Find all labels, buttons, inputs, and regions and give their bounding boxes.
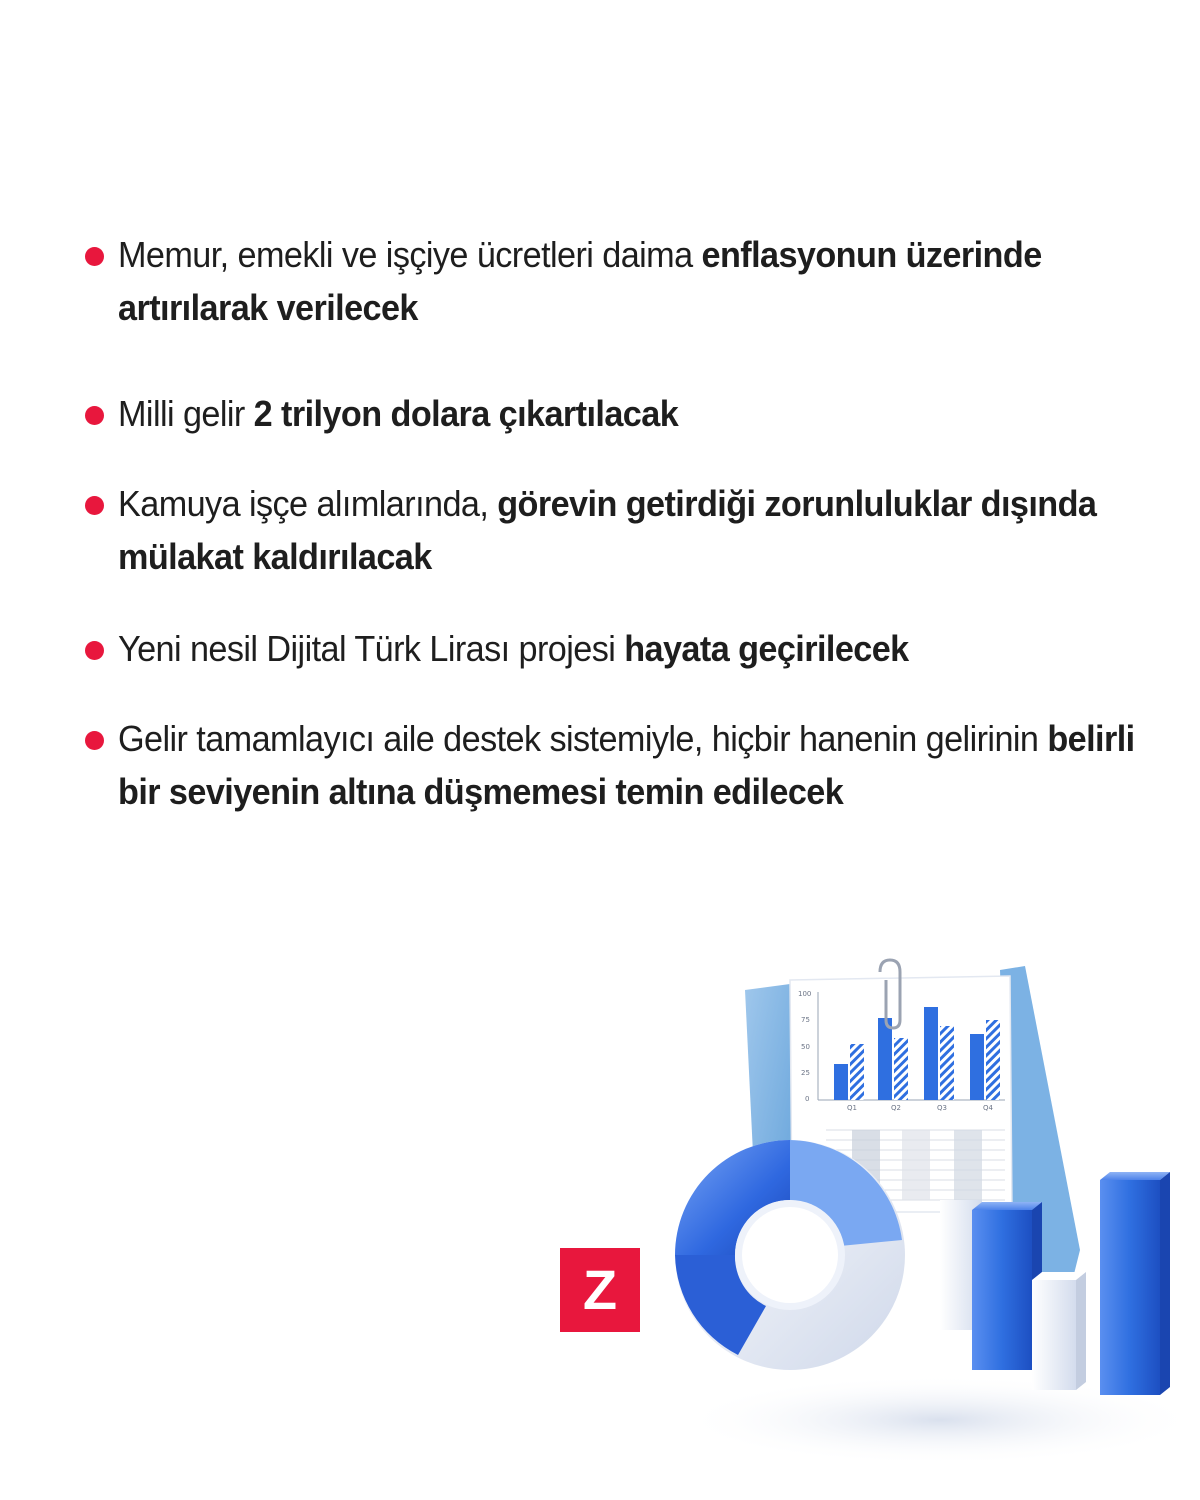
report-bar-hatched [894,1038,908,1100]
bullet-dot [85,406,104,425]
report-tick: 25 [801,1069,810,1077]
bullet-text-bold: hayata geçirilecek [624,628,909,669]
bullet-text-normal: Kamuya işçe alımlarında, [118,483,498,524]
bullet-text [118,228,1144,334]
brand-logo [560,1248,640,1332]
report-bar [970,1034,984,1100]
report-bar-hatched [986,1020,1000,1100]
bullet-text [118,477,1144,583]
logo-letter: Z [582,1258,618,1321]
report-bar [878,1018,892,1100]
donut-chart [675,1140,905,1370]
bullet-text [118,712,1144,818]
bullet-text-normal: Gelir tamamlayıcı aile destek sistemiyle, hiçbir hanenin gelirinin [118,718,1048,759]
report-bar [834,1064,848,1100]
report-tick: 75 [801,1016,810,1024]
report-quarter: Q3 [937,1104,947,1112]
bullet-text-normal: Yeni nesil Dijital Türk Lirası projesi [118,628,625,669]
report-tick: 50 [801,1043,810,1051]
report-bar-hatched [940,1026,954,1100]
bullet-dot [85,496,104,515]
report-tick: 100 [798,990,812,998]
bar-3d-white [1032,1272,1086,1390]
bullet-text-bold: enflasyonun üzerinde artırılarak verilecek [118,234,1042,328]
report-table-highlight [902,1130,930,1200]
bullet-text-normal: Milli gelir [118,393,254,434]
bullet-text-bold: 2 trilyon dolara çıkartılacak [253,393,679,434]
report-bar [924,1007,938,1100]
report-bar-hatched [850,1044,864,1100]
report-quarter: Q4 [983,1104,993,1112]
bar-3d-blue-2 [1100,1172,1170,1395]
report-table-highlight [954,1130,982,1200]
report-quarter: Q1 [847,1104,857,1112]
bullet-text [118,622,1144,675]
bullet-dot [85,247,104,266]
bullet-text-bold: belirli bir seviyenin altına düşmemesi temin edilecek [118,718,1135,812]
bullet-text-normal: Memur, emekli ve işçiye ücretleri daima [118,234,702,275]
bar-3d-blue-1 [972,1202,1042,1370]
bullet-text-bold: görevin getirdiği zorunluluklar dışında mülakat kaldırılacak [118,483,1097,577]
report-quarter: Q2 [891,1104,901,1112]
bullet-text [118,387,1144,440]
bullet-dot [85,731,104,750]
report-tick: 0 [805,1095,810,1103]
finance-illustration [640,950,1200,1500]
bullet-dot [85,641,104,660]
